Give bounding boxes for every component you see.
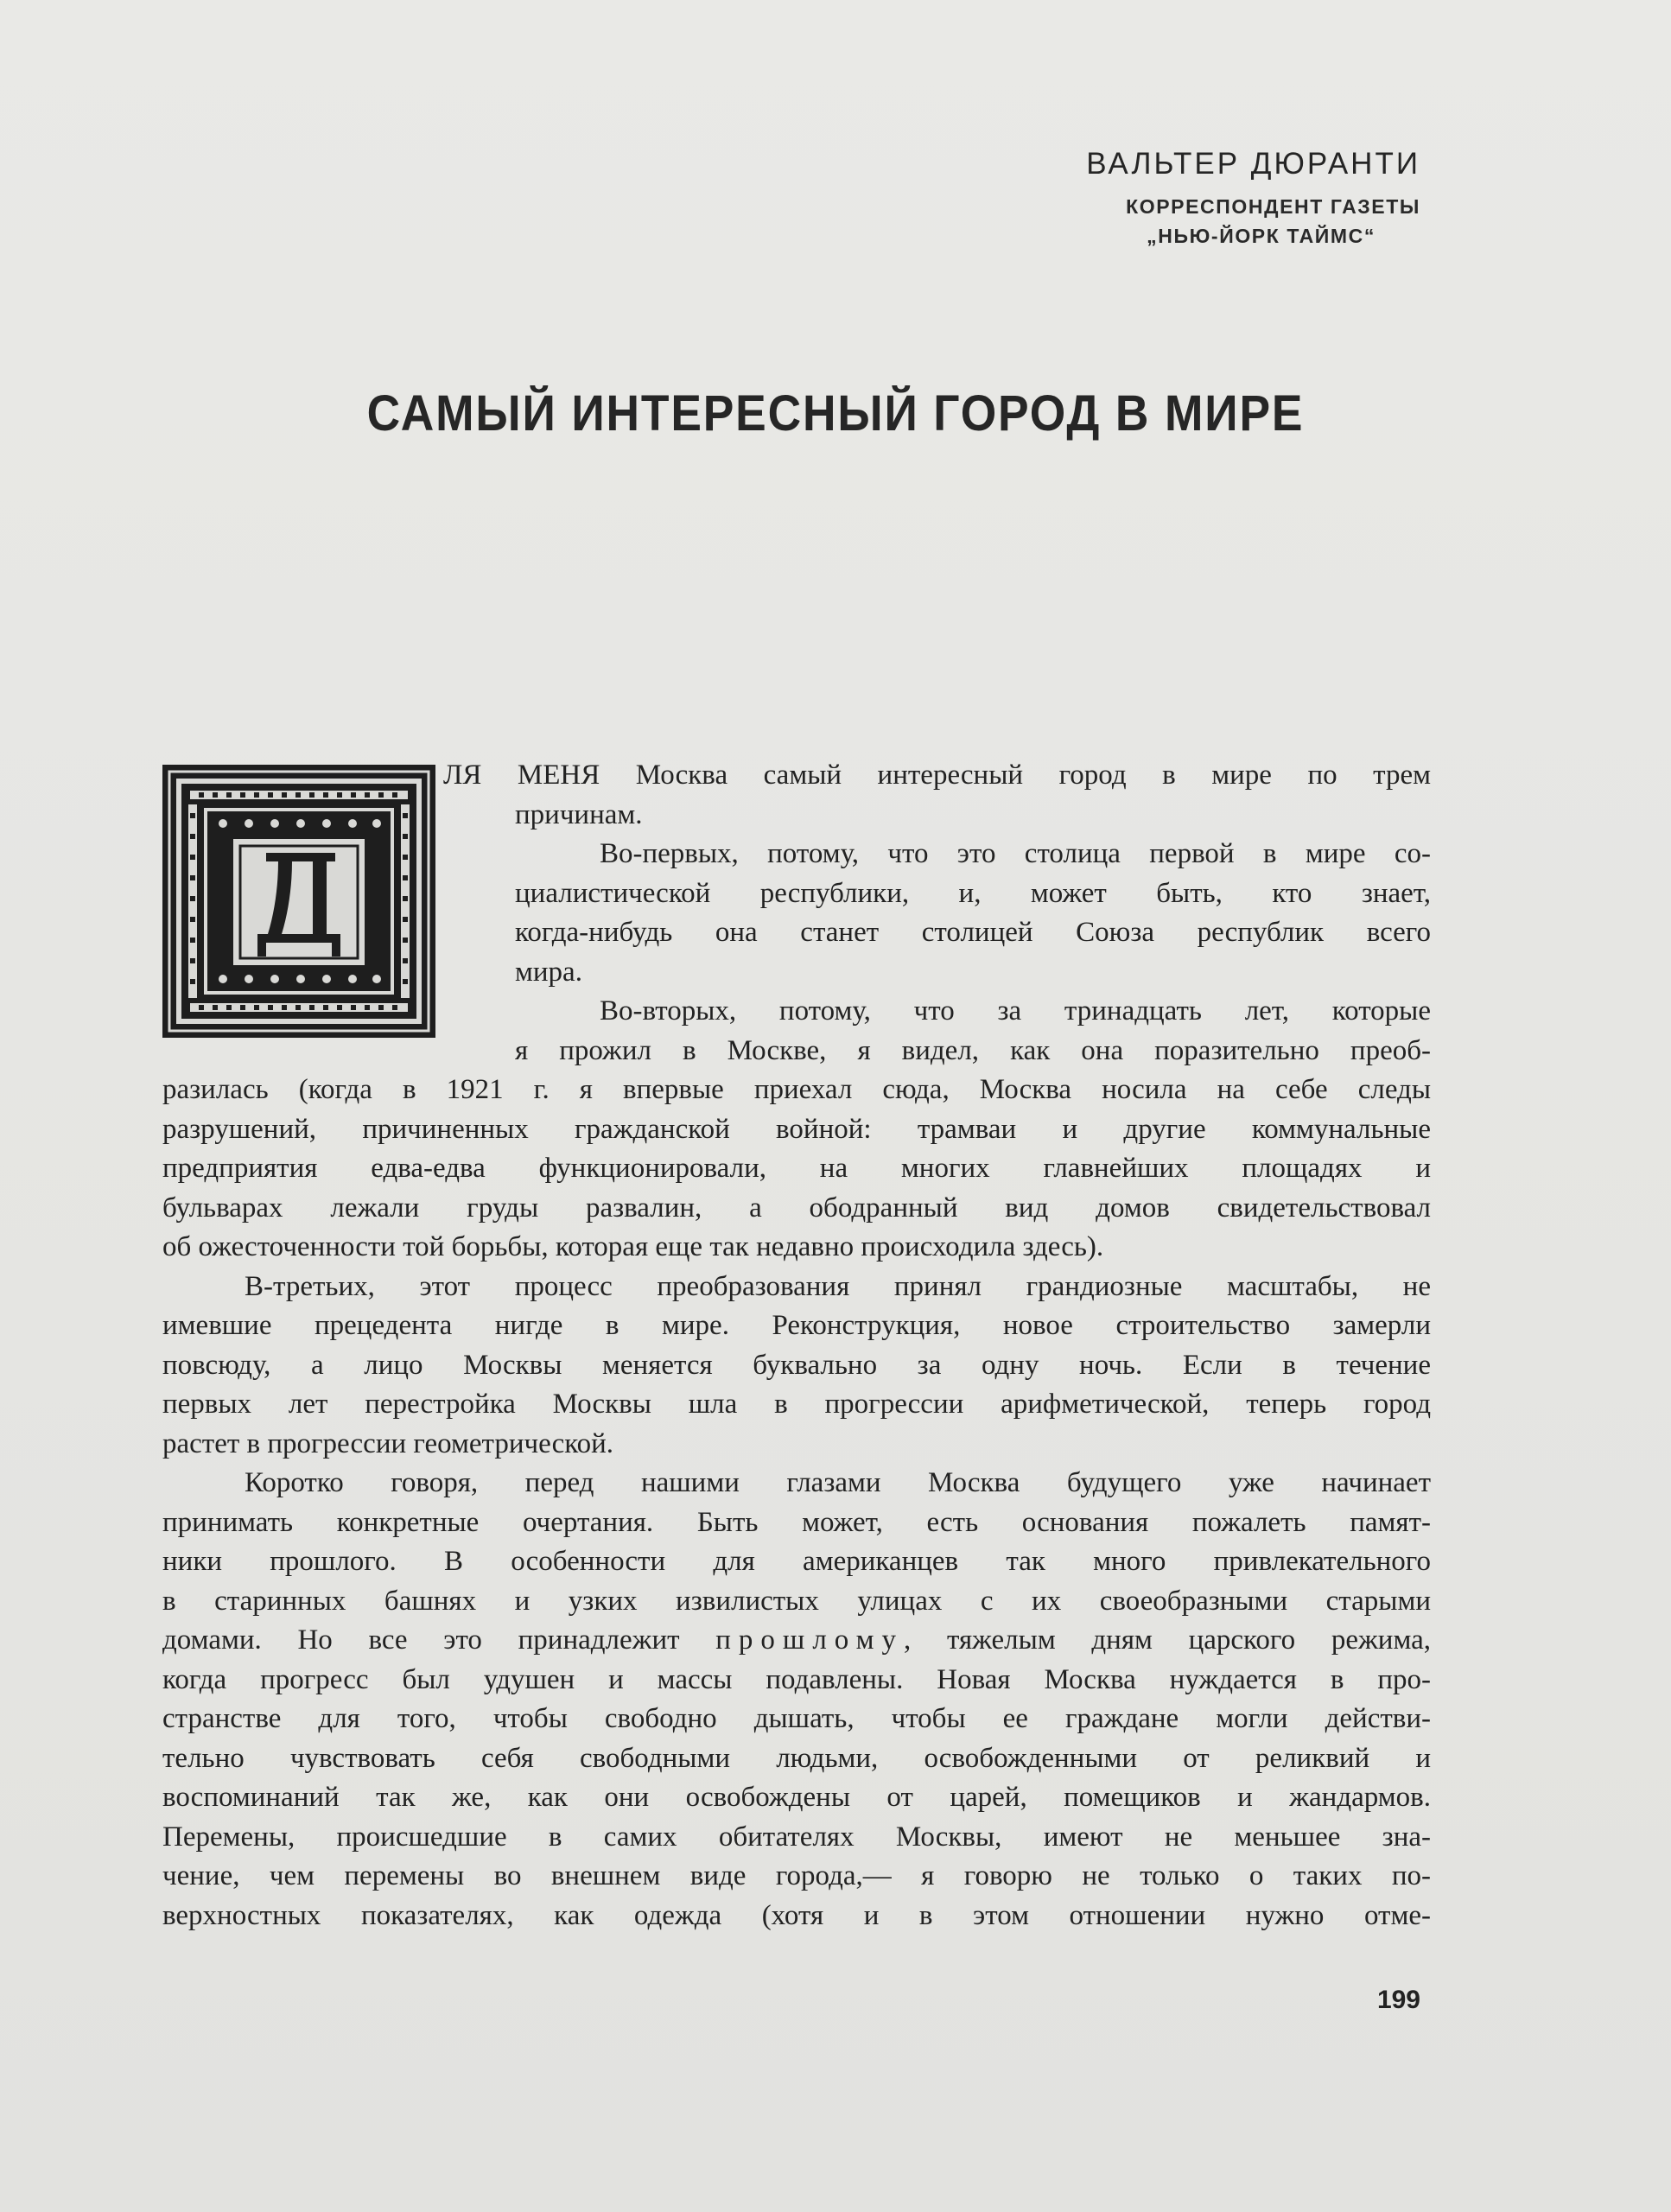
text-line: Коротко говоря, перед нашими глазами Москва будущего уже начинает — [245, 1467, 1431, 1498]
text-line: в старинных башнях и узких извилистых улицах с их своеобразными старыми — [162, 1585, 1431, 1617]
text-line: имевшие прецедента нигде в мире. Реконструкция, новое строительство замерли — [162, 1310, 1431, 1341]
article-body — [162, 756, 1431, 1936]
text-line: бульварах лежали груды развалин, а ободранный вид домов свидетельствовал — [162, 1192, 1431, 1224]
text-line: Во-первых, потому, что это столица первой в мире со- — [600, 838, 1431, 869]
text-line: верхностных показателях, как одежда (хотя и в этом отношении нужно отме- — [162, 1899, 1431, 1931]
text-line: первых лет перестройка Москвы шла в прогрессии арифметической, теперь город — [162, 1389, 1431, 1420]
text-line: когда прогресс был удушен и массы подавлены. Новая Москва нуждается в про- — [162, 1663, 1431, 1695]
text-line: В-третьих, этот процесс преобразования принял грандиозные масштабы, не — [245, 1270, 1431, 1302]
text-line: ники прошлого. В особенности для американцев так много привлекательного — [162, 1546, 1431, 1577]
text-line: когда-нибудь она станет столицей Союза республик всего — [515, 917, 1431, 948]
text-line: чение, чем перемены во внешнем виде города,— я говорю не только о таких по- — [162, 1860, 1431, 1891]
text-line: ЛЯ МЕНЯ Москва самый интересный город в мире по трем — [443, 760, 1431, 791]
text-line: предприятия едва-едва функционировали, на многих главнейших площадях и — [162, 1153, 1431, 1184]
text-line: об ожесточенности той борьбы, которая еще так недавно происходила здесь). — [162, 1231, 1104, 1262]
newspaper-name: „НЬЮ-ЙОРК ТАЙМС“ — [1147, 225, 1376, 247]
text-line: растет в прогрессии геометрической. — [162, 1427, 614, 1459]
text-line: циалистической республики, и, может быть, кто знает, — [515, 877, 1431, 909]
text-line: тельно чувствовать себя свободными людьми, освобожденными от реликвий и — [162, 1742, 1431, 1774]
text-fragment: , тяжелым дням царского режима, — [904, 1624, 1431, 1656]
text-line: Перемены, происшедшие в самих обитателях Москвы, имеют не меньшее зна- — [162, 1821, 1431, 1853]
text-line: Во-вторых, потому, что за тринадцать лет, которые — [600, 995, 1431, 1027]
text-line: мира. — [515, 956, 582, 988]
text-line: разрушений, причиненных гражданской войной: трамваи и другие коммунальные — [162, 1113, 1431, 1145]
spaced-emphasis: прошлому — [715, 1624, 905, 1656]
byline — [1086, 147, 1420, 251]
text-line — [162, 1621, 1431, 1661]
text-line: принимать конкретные очертания. Быть может, есть основания пожалеть памят- — [162, 1506, 1431, 1538]
text-line: повсюду, а лицо Москвы меняется буквально за одну ночь. Если в течение — [162, 1349, 1431, 1381]
text-line: разилась (когда в 1921 г. я впервые приехал сюда, Москва носила на себе следы — [162, 1074, 1431, 1105]
text-line: я прожил в Москве, я видел, как она поразительно преоб- — [515, 1034, 1431, 1066]
text-line: воспоминаний так же, как они освобождены от царей, помещиков и жандармов. — [162, 1782, 1431, 1813]
text-line: странстве для того, чтобы свободно дышать, чтобы ее граждане могли действи- — [162, 1703, 1431, 1734]
author-name: ВАЛЬТЕР ДЮРАНТИ — [1086, 147, 1420, 181]
text-line: причинам. — [515, 798, 643, 830]
article-title: САМЫЙ ИНТЕРЕСНЫЙ ГОРОД В МИРЕ — [366, 385, 1305, 442]
author-role: КОРРЕСПОНДЕНТ ГАЗЕТЫ — [1126, 195, 1420, 218]
page-number: 199 — [1376, 1986, 1420, 2014]
text-fragment: домами. Но все это принадлежит — [162, 1624, 716, 1656]
